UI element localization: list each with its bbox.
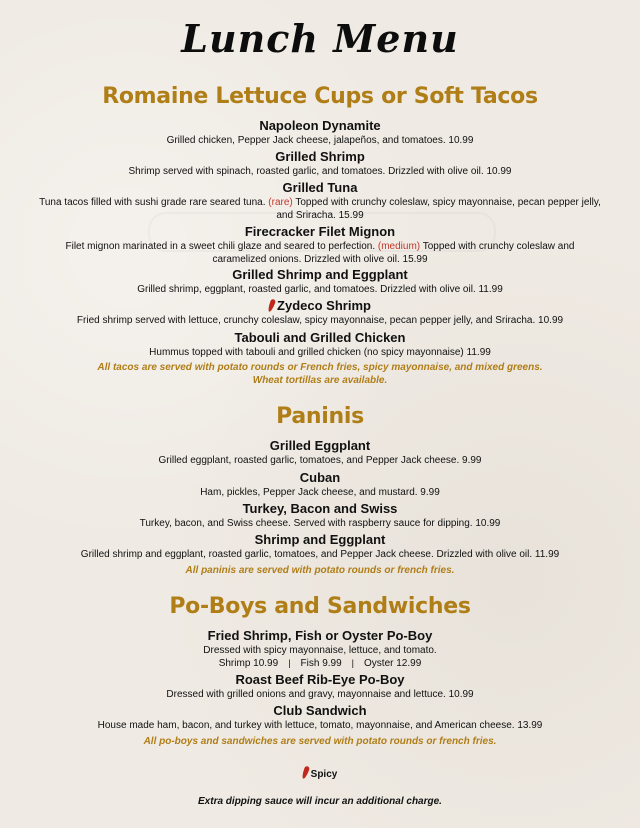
note-line: All tacos are served with potato rounds or French fries, spicy mayonnaise, and mixed greens. bbox=[97, 362, 543, 373]
item-description: House made ham, bacon, and turkey with lettuce, tomato, mayonnaise, and American cheese. 13.99 bbox=[97, 720, 543, 731]
menu-item bbox=[0, 298, 640, 327]
price-option: Oyster 12.99 bbox=[364, 658, 422, 669]
item-name: Grilled Shrimp and Eggplant bbox=[232, 267, 408, 282]
item-description-part: Topped with crunchy coleslaw, spicy mayonnaise, pecan pepper jelly, and Sriracha. 15.99 bbox=[276, 197, 601, 221]
menu-item bbox=[0, 118, 640, 147]
note-line: Wheat tortillas are available. bbox=[252, 375, 388, 386]
section-note bbox=[0, 564, 640, 577]
item-description bbox=[0, 240, 640, 266]
item-description: Grilled eggplant, roasted garlic, tomatoes, and Pepper Jack cheese. 9.99 bbox=[158, 455, 482, 466]
chili-pepper-icon bbox=[267, 299, 276, 313]
item-name: Fried Shrimp, Fish or Oyster Po-Boy bbox=[207, 628, 433, 643]
item-name: Tabouli and Grilled Chicken bbox=[234, 330, 406, 345]
chili-pepper-icon bbox=[301, 766, 310, 780]
price-option: Shrimp 10.99 bbox=[218, 658, 279, 669]
item-name: Turkey, Bacon and Swiss bbox=[242, 501, 398, 516]
item-description: Dressed with spicy mayonnaise, lettuce, and tomato. bbox=[203, 645, 437, 656]
menu-item bbox=[0, 149, 640, 178]
item-description: Dressed with grilled onions and gravy, mayonnaise and lettuce. 10.99 bbox=[166, 689, 474, 700]
item-name: Napoleon Dynamite bbox=[259, 118, 381, 133]
item-name: Cuban bbox=[299, 470, 341, 485]
item-name: Club Sandwich bbox=[273, 703, 367, 718]
menu-item bbox=[0, 672, 640, 701]
section-title-poboys: Po-Boys and Sandwiches bbox=[169, 594, 471, 619]
item-description: Grilled shrimp, eggplant, roasted garlic, and tomatoes. Drizzled with olive oil. 11.99 bbox=[137, 284, 503, 295]
doneness-label: (rare) bbox=[268, 197, 293, 208]
item-description: Shrimp served with spinach, roasted garlic, and tomatoes. Drizzled with olive oil. 10.99 bbox=[128, 166, 512, 177]
menu-item bbox=[0, 470, 640, 499]
footer-note: Extra dipping sauce will incur an additional charge. bbox=[198, 796, 442, 807]
price-options bbox=[0, 657, 640, 670]
spicy-legend bbox=[0, 766, 640, 780]
price-separator: | bbox=[288, 658, 291, 668]
item-description-part: Tuna tacos filled with sushi grade rare seared tuna. bbox=[39, 197, 266, 208]
menu-item bbox=[0, 180, 640, 222]
item-description: Grilled chicken, Pepper Jack cheese, jalapeños, and tomatoes. 10.99 bbox=[166, 135, 474, 146]
section-note bbox=[0, 735, 640, 748]
item-description-part: Filet mignon marinated in a sweet chili glaze and seared to perfection. bbox=[65, 241, 376, 252]
menu-item bbox=[0, 501, 640, 530]
item-name: Shrimp and Eggplant bbox=[254, 532, 386, 547]
section-title-paninis: Paninis bbox=[276, 404, 364, 429]
item-description: Hummus topped with tabouli and grilled chicken (no spicy mayonnaise) 11.99 bbox=[149, 347, 491, 358]
doneness-label: (medium) bbox=[377, 241, 421, 252]
item-name bbox=[0, 298, 640, 314]
section-note bbox=[0, 361, 640, 387]
note-line: All paninis are served with potato rounds or french fries. bbox=[185, 565, 455, 576]
menu-item bbox=[0, 628, 640, 670]
item-description: Ham, pickles, Pepper Jack cheese, and mustard. 9.99 bbox=[200, 487, 440, 498]
menu-title: Lunch Menu bbox=[181, 16, 459, 61]
item-name: Roast Beef Rib-Eye Po-Boy bbox=[235, 672, 405, 687]
item-name-text: Zydeco Shrimp bbox=[277, 298, 371, 313]
item-description bbox=[0, 196, 640, 222]
item-name: Grilled Tuna bbox=[282, 180, 358, 195]
menu-item bbox=[0, 330, 640, 359]
note-line: All po-boys and sandwiches are served with potato rounds or french fries. bbox=[143, 736, 497, 747]
item-name: Grilled Eggplant bbox=[269, 438, 371, 453]
menu-item bbox=[0, 267, 640, 296]
item-name: Grilled Shrimp bbox=[275, 149, 365, 164]
item-description: Grilled shrimp and eggplant, roasted garlic, tomatoes, and Pepper Jack cheese. Drizzled with olive oil. 11.99 bbox=[80, 549, 560, 560]
section-title-tacos: Romaine Lettuce Cups or Soft Tacos bbox=[102, 84, 538, 109]
menu-item bbox=[0, 532, 640, 561]
item-description: Fried shrimp served with lettuce, crunchy coleslaw, spicy mayonnaise, pecan pepper jelly, and Sriracha. 10.99 bbox=[76, 315, 564, 326]
menu-item bbox=[0, 224, 640, 266]
legend-label: Spicy bbox=[310, 769, 338, 780]
item-name: Firecracker Filet Mignon bbox=[244, 224, 396, 239]
menu-item bbox=[0, 703, 640, 732]
item-description-part: Topped with crunchy coleslaw and caramelized onions. Drizzled with olive oil. 15.99 bbox=[212, 241, 575, 265]
price-option: Fish 9.99 bbox=[300, 658, 342, 669]
price-separator: | bbox=[351, 658, 355, 668]
menu-item bbox=[0, 438, 640, 467]
item-description: Turkey, bacon, and Swiss cheese. Served with raspberry sauce for dipping. 10.99 bbox=[139, 518, 501, 529]
